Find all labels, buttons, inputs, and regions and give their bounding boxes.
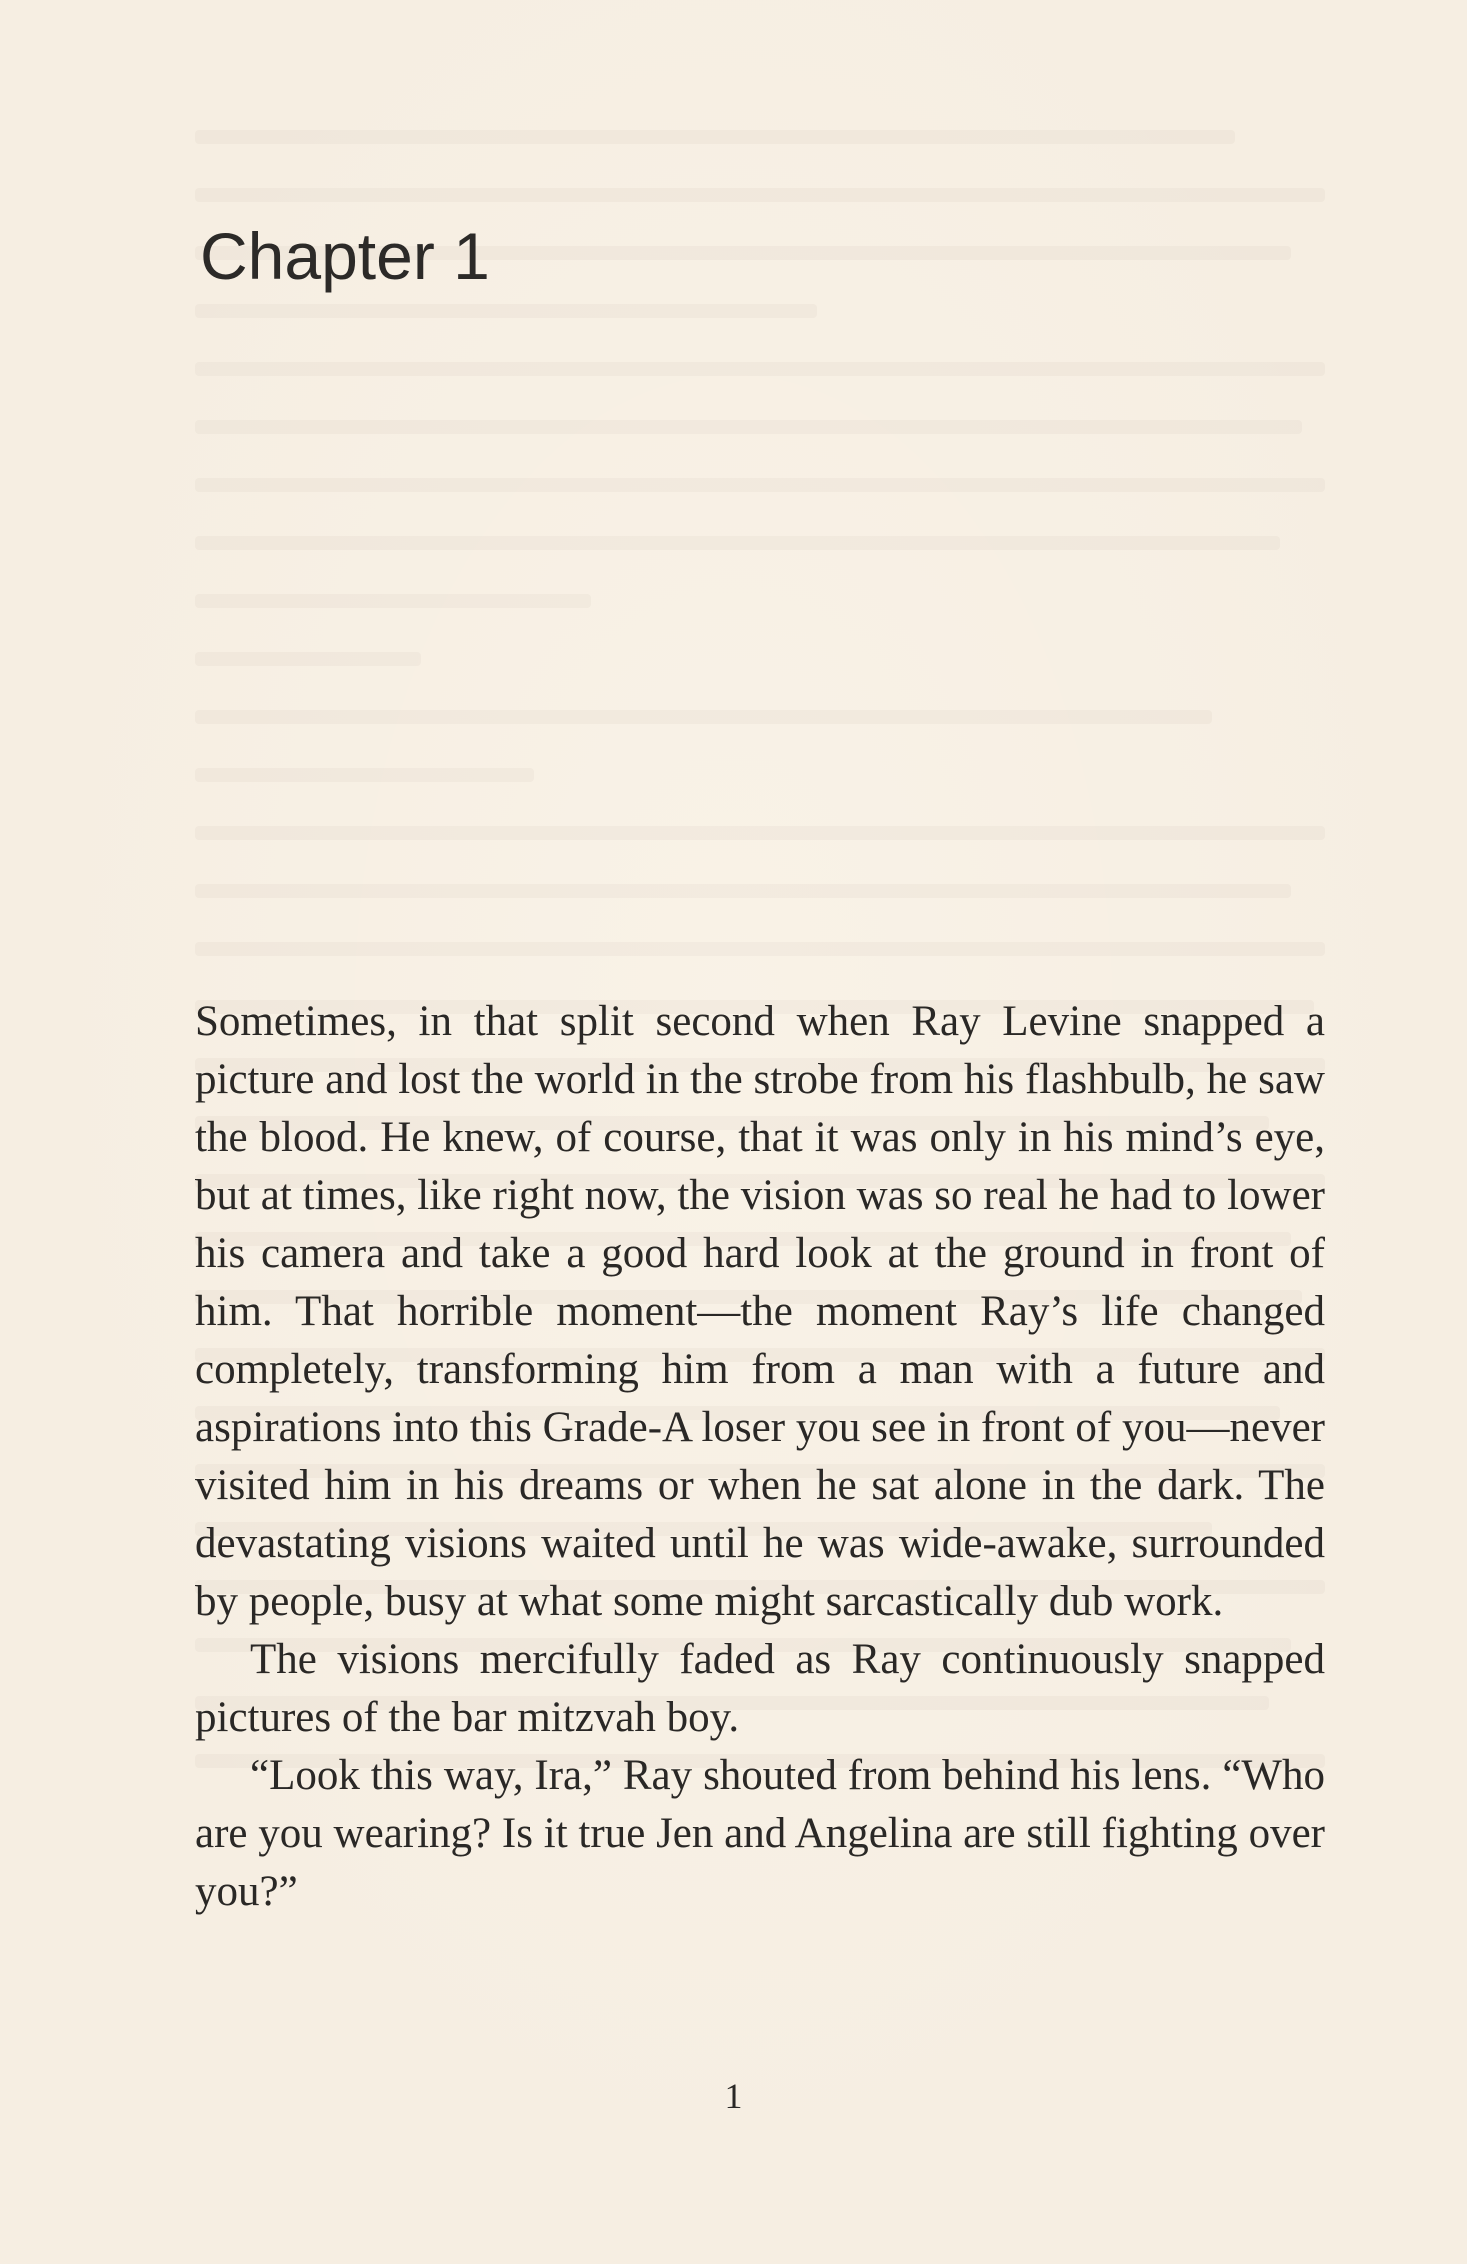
paragraph: Sometimes, in that split second when Ray Levine snapped a picture and lost the world in the strobe from his flashbulb, he saw the blood. He knew, of course, that it was only in his mind’s eye, but at times, like right now, the vision was so real he had to lower his camera and take a good hard look at the ground in front of him. That horrible moment—the moment Ray’s life changed completely, transforming him from a man with a future and aspirations into this Grade-A loser you see in front of you—never visited him in his dreams or when he sat alone in the dark. The devastating visions waited until he was wide-awake, surrounded by people, busy at what some might sarcastically dub work. xyxy=(195,998,1325,1625)
bleed-line xyxy=(195,188,1325,202)
bleed-line xyxy=(195,130,1235,144)
page-number: 1 xyxy=(724,2076,743,2116)
bleed-line xyxy=(195,884,1291,898)
bleed-line xyxy=(195,768,534,782)
paragraph: The visions mercifully faded as Ray continuously snapped pictures of the bar mitzvah boy. xyxy=(195,1636,1325,1741)
chapter-body xyxy=(195,993,1325,1921)
bleed-line xyxy=(195,942,1325,956)
bleed-line xyxy=(195,826,1325,840)
bleed-line xyxy=(195,710,1212,724)
bleed-line xyxy=(195,420,1302,434)
bleed-line xyxy=(195,652,421,666)
chapter-title: Chapter 1 xyxy=(200,219,490,293)
bleed-line xyxy=(195,594,591,608)
paragraph: “Look this way, Ira,” Ray shouted from behind his lens. “Who are you wearing? Is it true Jen and Angelina are still fighting over you?” xyxy=(195,1752,1325,1915)
bleed-line xyxy=(195,362,1325,376)
bleed-line xyxy=(195,304,817,318)
bleed-line xyxy=(195,478,1325,492)
bleed-line xyxy=(195,536,1280,550)
